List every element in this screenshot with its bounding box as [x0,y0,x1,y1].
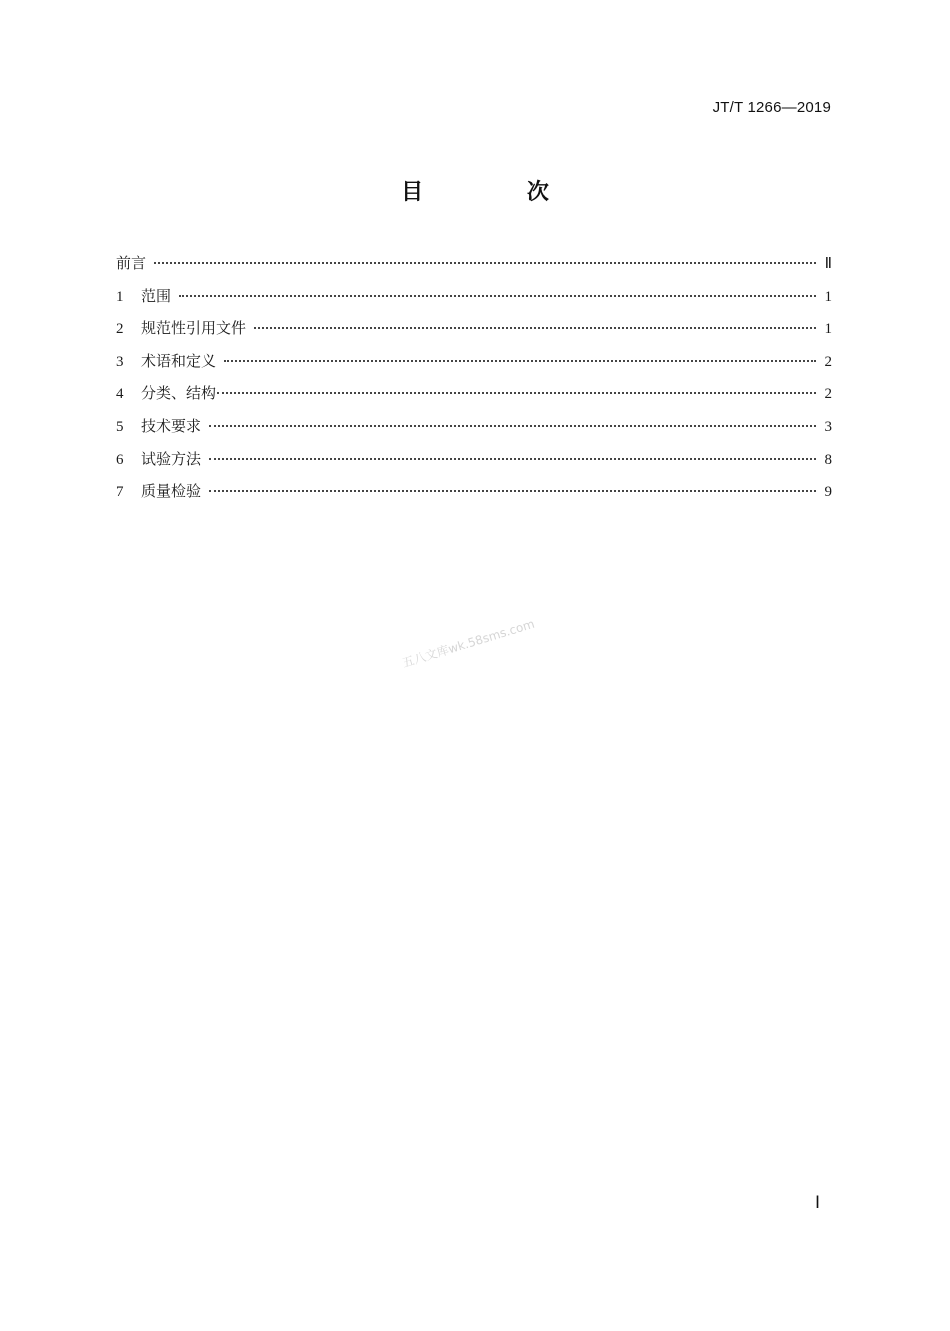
table-of-contents [116,252,832,513]
toc-entry-label: 规范性引用文件 [141,319,247,338]
document-code: JT/T 1266—2019 [712,99,831,116]
toc-entry-label: 范围 [141,286,172,305]
toc-leader-dots [209,458,816,460]
toc-entry-number: 1 [116,288,124,305]
page-title: 目 次 [401,180,597,205]
toc-entry-scope[interactable] [116,285,832,318]
toc-entry-number: 4 [116,386,124,403]
watermark: 五八文库wk.58sms.com [400,616,537,671]
toc-entry-page: 1 [824,288,832,305]
toc-leader-dots [217,392,816,394]
toc-entry-number: 2 [116,321,124,338]
toc-entry-page: 2 [824,386,832,403]
toc-leader-dots [154,262,816,264]
toc-entry-page: 9 [824,484,832,501]
toc-entry-page: 2 [824,353,832,370]
toc-entry-technical-requirements[interactable] [116,415,832,448]
toc-leader-dots [179,295,816,297]
toc-entry-foreword[interactable] [116,252,832,285]
toc-entry-page: 8 [824,451,832,468]
toc-entry-number: 6 [116,451,124,468]
toc-entry-classification-structure[interactable] [116,382,832,415]
toc-entry-label: 分类、结构 [141,384,217,403]
toc-entry-terms-definitions[interactable] [116,350,832,383]
toc-entry-quality-inspection[interactable] [116,480,832,513]
toc-leader-dots [209,425,816,427]
toc-entry-normative-references[interactable] [116,317,832,350]
toc-leader-dots [209,490,816,492]
page-number: Ⅰ [814,1193,820,1212]
toc-leader-dots [254,327,816,329]
toc-entry-page: 1 [824,321,832,338]
toc-entry-label: 前言 [116,254,147,272]
toc-entry-label: 术语和定义 [141,351,217,370]
toc-entry-test-methods[interactable] [116,448,832,481]
toc-entry-label: 技术要求 [141,416,202,435]
toc-entry-page: Ⅱ [824,256,832,272]
toc-entry-number: 5 [116,418,124,435]
toc-entry-number: 7 [116,484,124,501]
toc-entry-number: 3 [116,353,124,370]
toc-entry-label: 试验方法 [141,449,202,468]
toc-leader-dots [224,360,816,362]
toc-entry-label: 质量检验 [141,482,202,501]
toc-entry-page: 3 [824,418,832,435]
